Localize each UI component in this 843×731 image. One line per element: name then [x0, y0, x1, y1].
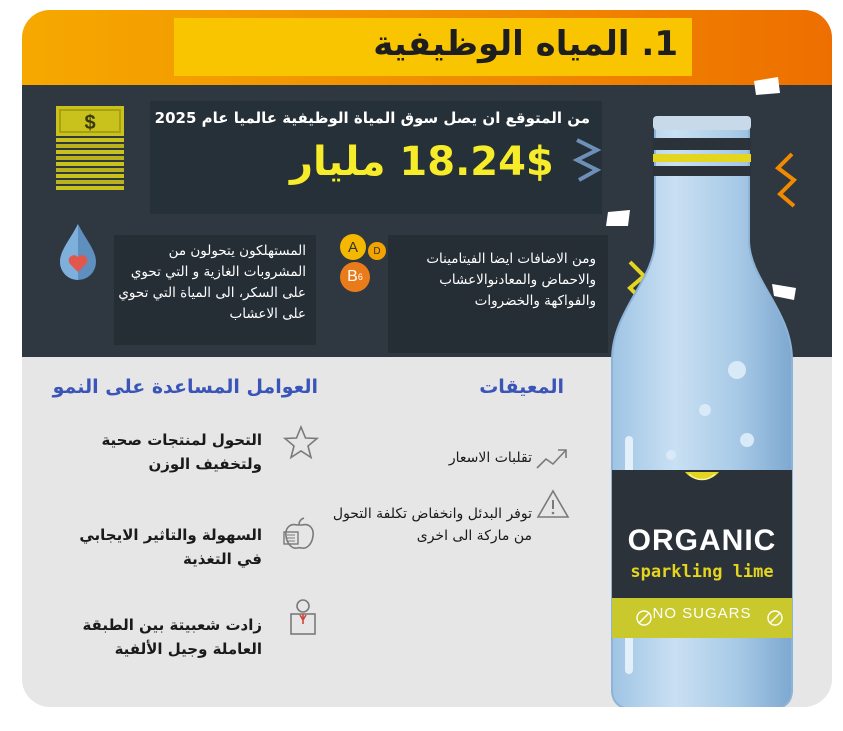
- apple-icon: [280, 515, 318, 553]
- warning-icon: [536, 488, 570, 520]
- consumer-shift-text: المستهلكون يتحولون من المشروبات الغازية و التي تحوي على السكر، الى المياة التي تحوي على الاعشاب: [118, 243, 306, 322]
- consumer-shift-box: [114, 235, 316, 345]
- star-icon: [282, 424, 320, 462]
- growth-item-popularity: زادت شعبيتة بين الطبقة العاملة وجيل الألفية: [82, 616, 262, 658]
- vitamin-b-letter: B: [347, 268, 358, 285]
- growth-item-health: التحول لمنتجات صحية ولتخفيف الوزن: [101, 431, 262, 473]
- market-stat-box: [150, 101, 602, 214]
- confetti-flag-icon: [752, 75, 782, 97]
- vitamin-b6-icon: [340, 262, 370, 292]
- additives-text: ومن الاضافات ايضا الفيتامينات والاحماض والمعادنوالاعشاب والفواكهة والخضروات: [426, 251, 596, 309]
- vitamin-b-subscript: 6: [357, 272, 363, 282]
- bottle-brand: ORGANIC: [627, 524, 777, 557]
- money-stack-icon: [50, 102, 130, 194]
- growth-item-nutrition: السهولة والتاثير الايجابي في التغذية: [79, 526, 262, 568]
- bottle-flavor: sparkling lime: [630, 562, 774, 582]
- svg-text:$: $: [84, 112, 96, 134]
- title-box: [174, 18, 692, 76]
- infographic-card: [22, 10, 832, 707]
- barrier-item-prices: تقلبات الاسعار: [448, 450, 532, 466]
- barriers-heading: المعيقات: [479, 376, 564, 398]
- bottle-claim: NO SUGARS: [652, 605, 752, 622]
- person-icon: [284, 598, 322, 636]
- barrier-item-alternatives: توفر البدئل وانخفاض تكلفة التحول من ماركة الى اخرى: [332, 506, 532, 544]
- additives-box: [388, 235, 608, 353]
- market-forecast-text: من المتوقع ان يصل سوق المياة الوظيفية عالميا عام 2025: [154, 109, 590, 127]
- vitamin-d-icon: D: [368, 242, 386, 260]
- water-drop-icon: [52, 220, 104, 286]
- page-title: 1. المياه الوظيفية: [373, 24, 678, 64]
- market-value: 18.24$ مليار: [290, 139, 554, 185]
- trend-icon: [534, 442, 570, 472]
- growth-factors-heading: العوامل المساعدة على النمو: [52, 376, 318, 398]
- vitamin-a-icon: A: [340, 234, 366, 260]
